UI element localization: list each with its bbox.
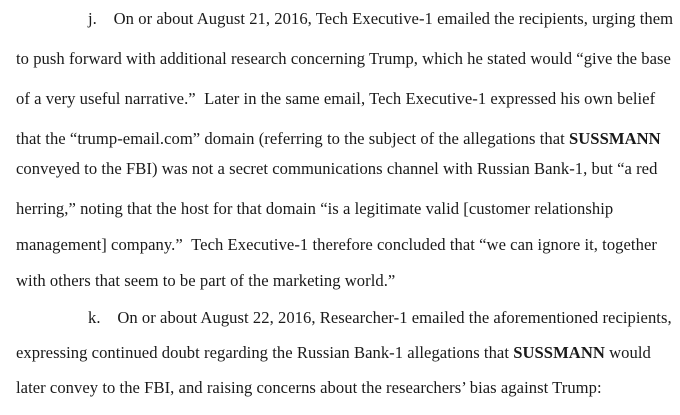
paragraph-j-line-7: management] company.” Tech Executive-1 therefore concluded that “we can ignore it, together (16, 235, 657, 254)
paragraph-j-line-6: herring,” noting that the host for that domain “is a legitimate valid [customer relationship (16, 199, 614, 218)
paragraph-j-line-4 (16, 129, 661, 149)
paragraph-k-line-2 (16, 343, 651, 363)
paragraph-j-line-3: of a very useful narrative.” Later in the same email, Tech Executive-1 expressed his own belief (16, 89, 656, 108)
name-sussmann-2: SUSSMANN (513, 343, 605, 362)
paragraph-j-line-2: to push forward with additional research concerning Trump, which he stated would “give the base (16, 49, 671, 68)
paragraph-j-line-5: conveyed to the FBI) was not a secret communications channel with Russian Bank-1, but “a red (16, 159, 658, 178)
paragraph-k-line-2-tail: would (609, 343, 651, 362)
paragraph-k-line-1: k. On or about August 22, 2016, Researcher-1 emailed the aforementioned recipients, (88, 308, 672, 327)
name-sussmann-1: SUSSMANN (569, 129, 661, 148)
paragraph-j-line-8: with others that seem to be part of the marketing world.” (16, 271, 396, 290)
paragraph-k-line-2-text: expressing continued doubt regarding the Russian Bank-1 allegations that (16, 343, 510, 362)
paragraph-j-line-4-text: that the “trump-email.com” domain (referring to the subject of the allegations that (16, 129, 565, 148)
paragraph-k-line-3: later convey to the FBI, and raising concerns about the researchers’ bias against Trump: (16, 378, 602, 397)
paragraph-j-line-1: j. On or about August 21, 2016, Tech Executive-1 emailed the recipients, urging them (88, 9, 674, 28)
